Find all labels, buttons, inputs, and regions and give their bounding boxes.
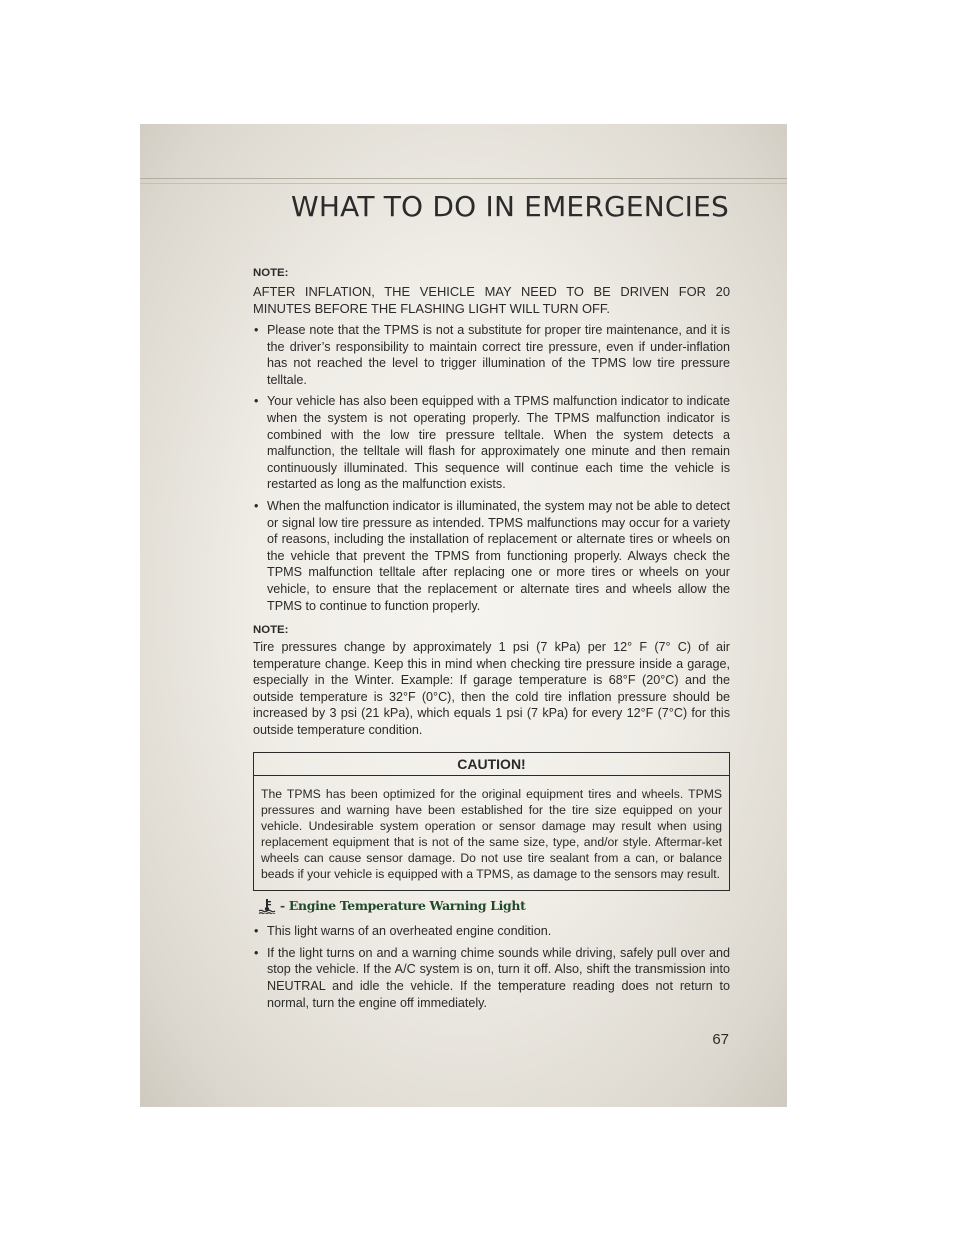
list-item: • This light warns of an overheated engine condition. (253, 923, 730, 940)
list-item: • When the malfunction indicator is illuminated, the system may not be able to detect or signal low tire pressure as intended. TPMS malfunctions may occur for a variety of reasons, including the installation of replacement or alternate tires or wheels on the vehicle that prevent the TPMS from functioning properly. Always check the TPMS malfunction telltale after replacing one or more tires or wheels on your vehicle, to ensure that the replacement or alternate tires and wheels allow the TPMS to continue to function properly. (253, 498, 730, 614)
header-rule-secondary (140, 183, 787, 184)
page-content (253, 266, 730, 1016)
note-text: AFTER INFLATION, THE VEHICLE MAY NEED TO BE DRIVEN FOR 20 MINUTES BEFORE THE FLASHING LIGHT WILL TURN OFF. (253, 284, 730, 316)
header-rule (140, 178, 787, 179)
caution-heading: CAUTION! (254, 753, 729, 776)
engine-temp-bullet-list (253, 923, 730, 1011)
note-label: NOTE: (253, 624, 289, 637)
list-item: • Your vehicle has also been equipped with a TPMS malfunction indicator to indicate when the system is not operating properly. The TPMS malfunction indicator is combined with the low tire pressure telltale. When the system detects a malfunction, the telltale will flash for approximately one minute and then remain continuously illuminated. This sequence will continue each time the vehicle is restarted as long as the malfunction exists. (253, 393, 730, 493)
caution-text: The TPMS has been optimized for the original equipment tires and wheels. TPMS pressures and warning have been established for the tire size equipped on your vehicle. Undesirable system operation or sensor damage may result when using replacement equipment that is not of the same size, type, and/or style. Aftermar-ket wheels can cause sensor damage. Do not use tire sealant from a can, or balance beads if your vehicle is equipped with a TPMS, as damage to the sensors may result. (261, 786, 722, 881)
note-text: Tire pressures change by approximately 1 psi (7 kPa) per 12° F (7° C) of air temperature change. Keep this in mind when checking tire pressure inside a garage, especially in the Winter. Example: If garage temperature is 68°F (20°C) and the outside temperature is 32°F (0°C), then the cold tire inflation pressure should be increased by 3 psi (21 kPa), which equals 1 psi (7 kPa) for every 12°F (7°C) for this outside temperature condition. (253, 640, 730, 738)
section-heading (257, 898, 730, 915)
list-item: • Please note that the TPMS is not a substitute for proper tire maintenance, and it is the driver’s responsibility to maintain correct tire pressure, even if under-inflation has not reached the level to trigger illumination of the TPMS low tire pressure telltale. (253, 322, 730, 388)
list-item: • If the light turns on and a warning chime sounds while driving, safely pull over and stop the vehicle. If the A/C system is on, turn it off. Also, shift the transmission into NEUTRAL and idle the vehicle. If the temperature reading does not return to normal, turn the engine off immediately. (253, 945, 730, 1011)
section-heading-text: - Engine Temperature Warning Light (280, 897, 526, 913)
caution-box (253, 752, 730, 891)
page-number: 67 (712, 1031, 729, 1048)
manual-page (140, 124, 787, 1107)
tpms-bullet-list (253, 322, 730, 614)
page-title: WHAT TO DO IN EMERGENCIES (291, 190, 729, 223)
engine-temperature-icon (257, 898, 277, 914)
note-label: NOTE: (253, 267, 289, 279)
